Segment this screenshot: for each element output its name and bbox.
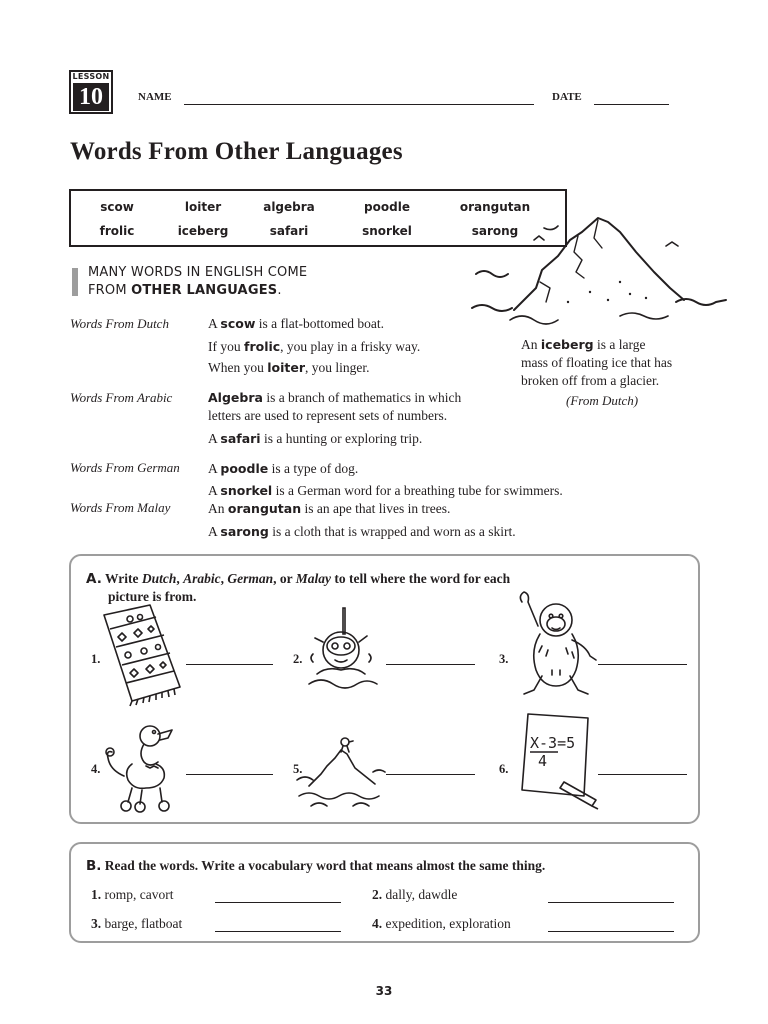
word-box-item: iceberg — [177, 224, 229, 238]
instr-text: , or — [273, 571, 296, 586]
section-b-item — [372, 916, 511, 932]
date-field[interactable] — [594, 104, 669, 105]
lesson-number: 10 — [73, 83, 109, 111]
answer-blank[interactable] — [215, 902, 341, 903]
section-b-letter: B. — [86, 858, 102, 874]
def-word: orangutan — [227, 501, 302, 516]
answer-blank[interactable] — [215, 931, 341, 932]
category-arabic: Words From Arabic — [70, 390, 173, 405]
def-word: poodle — [220, 461, 269, 476]
def-word: frolic — [244, 339, 281, 354]
def-text: is a type of dog. — [268, 461, 359, 476]
item-words: expedition, exploration — [382, 916, 511, 931]
definition-snorkel — [208, 482, 563, 500]
word-box-item: algebra — [263, 200, 315, 214]
item-words: romp, cavort — [101, 887, 174, 902]
definition-scow — [208, 315, 384, 333]
instr-lang: Arabic — [183, 571, 221, 586]
word-box-item: poodle — [364, 200, 410, 214]
definition-safari — [208, 430, 422, 448]
iceberg-source: (From Dutch) — [566, 393, 639, 408]
intro-line-2 — [88, 282, 307, 300]
def-word: safari — [220, 431, 261, 446]
instr-text: picture is from. — [108, 589, 197, 604]
def-text: If you — [208, 339, 244, 354]
instr-text: Read the words. Write a vocabulary word that means almost the same thing. — [101, 858, 546, 873]
category-dutch: Words From Dutch — [70, 316, 169, 331]
section-a-letter: A. — [86, 571, 102, 587]
item-words: barge, flatboat — [101, 916, 183, 931]
def-text: A — [208, 431, 221, 446]
answer-blank[interactable] — [186, 774, 273, 775]
def-text: A — [208, 316, 221, 331]
section-a-instruction — [86, 570, 510, 606]
iceberg-caption — [521, 336, 672, 390]
intro-bar — [72, 268, 78, 296]
answer-blank[interactable] — [598, 664, 687, 665]
intro-text-bold: OTHER LANGUAGES — [131, 283, 278, 298]
caption-text: is a large — [593, 337, 646, 352]
def-text: is a German word for a breathing tube for swimmers. — [272, 483, 563, 498]
word-box-item: orangutan — [459, 200, 531, 214]
answer-blank[interactable] — [548, 902, 674, 903]
iceberg-icon — [295, 730, 390, 810]
def-text: , you linger. — [305, 360, 370, 375]
def-text: When you — [208, 360, 268, 375]
name-field[interactable] — [184, 104, 534, 105]
instr-lang: Dutch — [141, 571, 177, 586]
category-german: Words From German — [70, 460, 180, 475]
lesson-badge — [69, 70, 113, 114]
def-word: sarong — [220, 524, 269, 539]
answer-blank[interactable] — [598, 774, 687, 775]
sarong-cloth-icon — [100, 603, 188, 708]
intro-text-period: . — [277, 283, 282, 298]
definition-loiter — [208, 359, 370, 377]
def-text: letters are used to represent sets of numbers. — [208, 408, 448, 423]
answer-blank[interactable] — [186, 664, 273, 665]
slate-denominator: 4 — [538, 752, 548, 770]
definition-frolic — [208, 338, 420, 356]
definition-orangutan — [208, 500, 450, 518]
date-label: DATE — [552, 91, 582, 103]
name-label: NAME — [138, 91, 172, 103]
definition-sarong — [208, 523, 516, 541]
def-text: is a flat-bottomed boat. — [255, 316, 384, 331]
category-malay: Words From Malay — [70, 500, 171, 515]
snorkel-kid-icon — [303, 604, 383, 696]
section-b-item — [91, 887, 173, 903]
item-number: 1. — [91, 887, 102, 902]
intro-text-plain: FROM — [88, 283, 132, 298]
lesson-label: LESSON — [72, 72, 110, 81]
algebra-slate-icon — [518, 710, 600, 812]
caption-word: iceberg — [540, 337, 594, 352]
item-number: 4. — [91, 762, 101, 776]
item-number: 4. — [372, 916, 383, 931]
def-word: loiter — [267, 360, 306, 375]
poodle-icon — [102, 718, 182, 813]
caption-text: An — [521, 337, 541, 352]
caption-text: broken off from a glacier. — [521, 373, 660, 388]
instr-text: , — [176, 571, 184, 586]
instr-text: Write — [101, 571, 142, 586]
def-text: A — [208, 483, 221, 498]
word-box-item: loiter — [184, 200, 222, 214]
instr-text: , — [220, 571, 228, 586]
section-b-item — [91, 916, 182, 932]
section-b-instruction — [86, 858, 545, 874]
page-title: Words From Other Languages — [70, 138, 403, 165]
item-number: 3. — [91, 916, 102, 931]
slate-equation: X-3=5 — [530, 734, 576, 752]
def-text: An — [208, 501, 228, 516]
def-text: is a branch of mathematics in which — [262, 390, 462, 405]
item-number: 3. — [499, 652, 509, 666]
definition-algebra — [208, 389, 461, 425]
item-number: 2. — [293, 652, 303, 666]
instr-lang: German — [227, 571, 274, 586]
iceberg-illustration — [470, 212, 730, 330]
caption-text: mass of floating ice that has — [521, 355, 673, 370]
word-box-item: frolic — [99, 224, 135, 238]
word-box-item: scow — [100, 200, 134, 214]
intro-line-1: MANY WORDS IN ENGLISH COME — [88, 265, 308, 280]
item-number: 6. — [499, 762, 509, 776]
section-b-item — [372, 887, 457, 903]
def-text: is a hunting or exploring trip. — [260, 431, 423, 446]
def-word: Algebra — [208, 390, 263, 405]
def-text: , you play in a frisky way. — [280, 339, 421, 354]
answer-blank[interactable] — [386, 774, 475, 775]
item-words: dally, dawdle — [382, 887, 458, 902]
word-box-item: safari — [269, 224, 309, 238]
answer-blank[interactable] — [386, 664, 475, 665]
page-number: 33 — [375, 984, 393, 998]
word-box-item: sarong — [471, 224, 519, 238]
item-number: 1. — [91, 652, 101, 666]
instr-lang: Malay — [295, 571, 331, 586]
def-text: is an ape that lives in trees. — [301, 501, 451, 516]
def-word: snorkel — [220, 483, 273, 498]
def-text: A — [208, 461, 221, 476]
orangutan-icon — [512, 590, 606, 702]
item-number: 5. — [293, 762, 303, 776]
def-text: is a cloth that is wrapped and worn as a skirt. — [268, 524, 516, 539]
answer-blank[interactable] — [548, 931, 674, 932]
instr-text: to tell where the word for each — [331, 571, 511, 586]
def-text: A — [208, 524, 221, 539]
word-box-item: snorkel — [362, 224, 412, 238]
item-number: 2. — [372, 887, 383, 902]
definition-poodle — [208, 460, 358, 478]
def-word: scow — [220, 316, 256, 331]
intro-text — [88, 264, 307, 300]
